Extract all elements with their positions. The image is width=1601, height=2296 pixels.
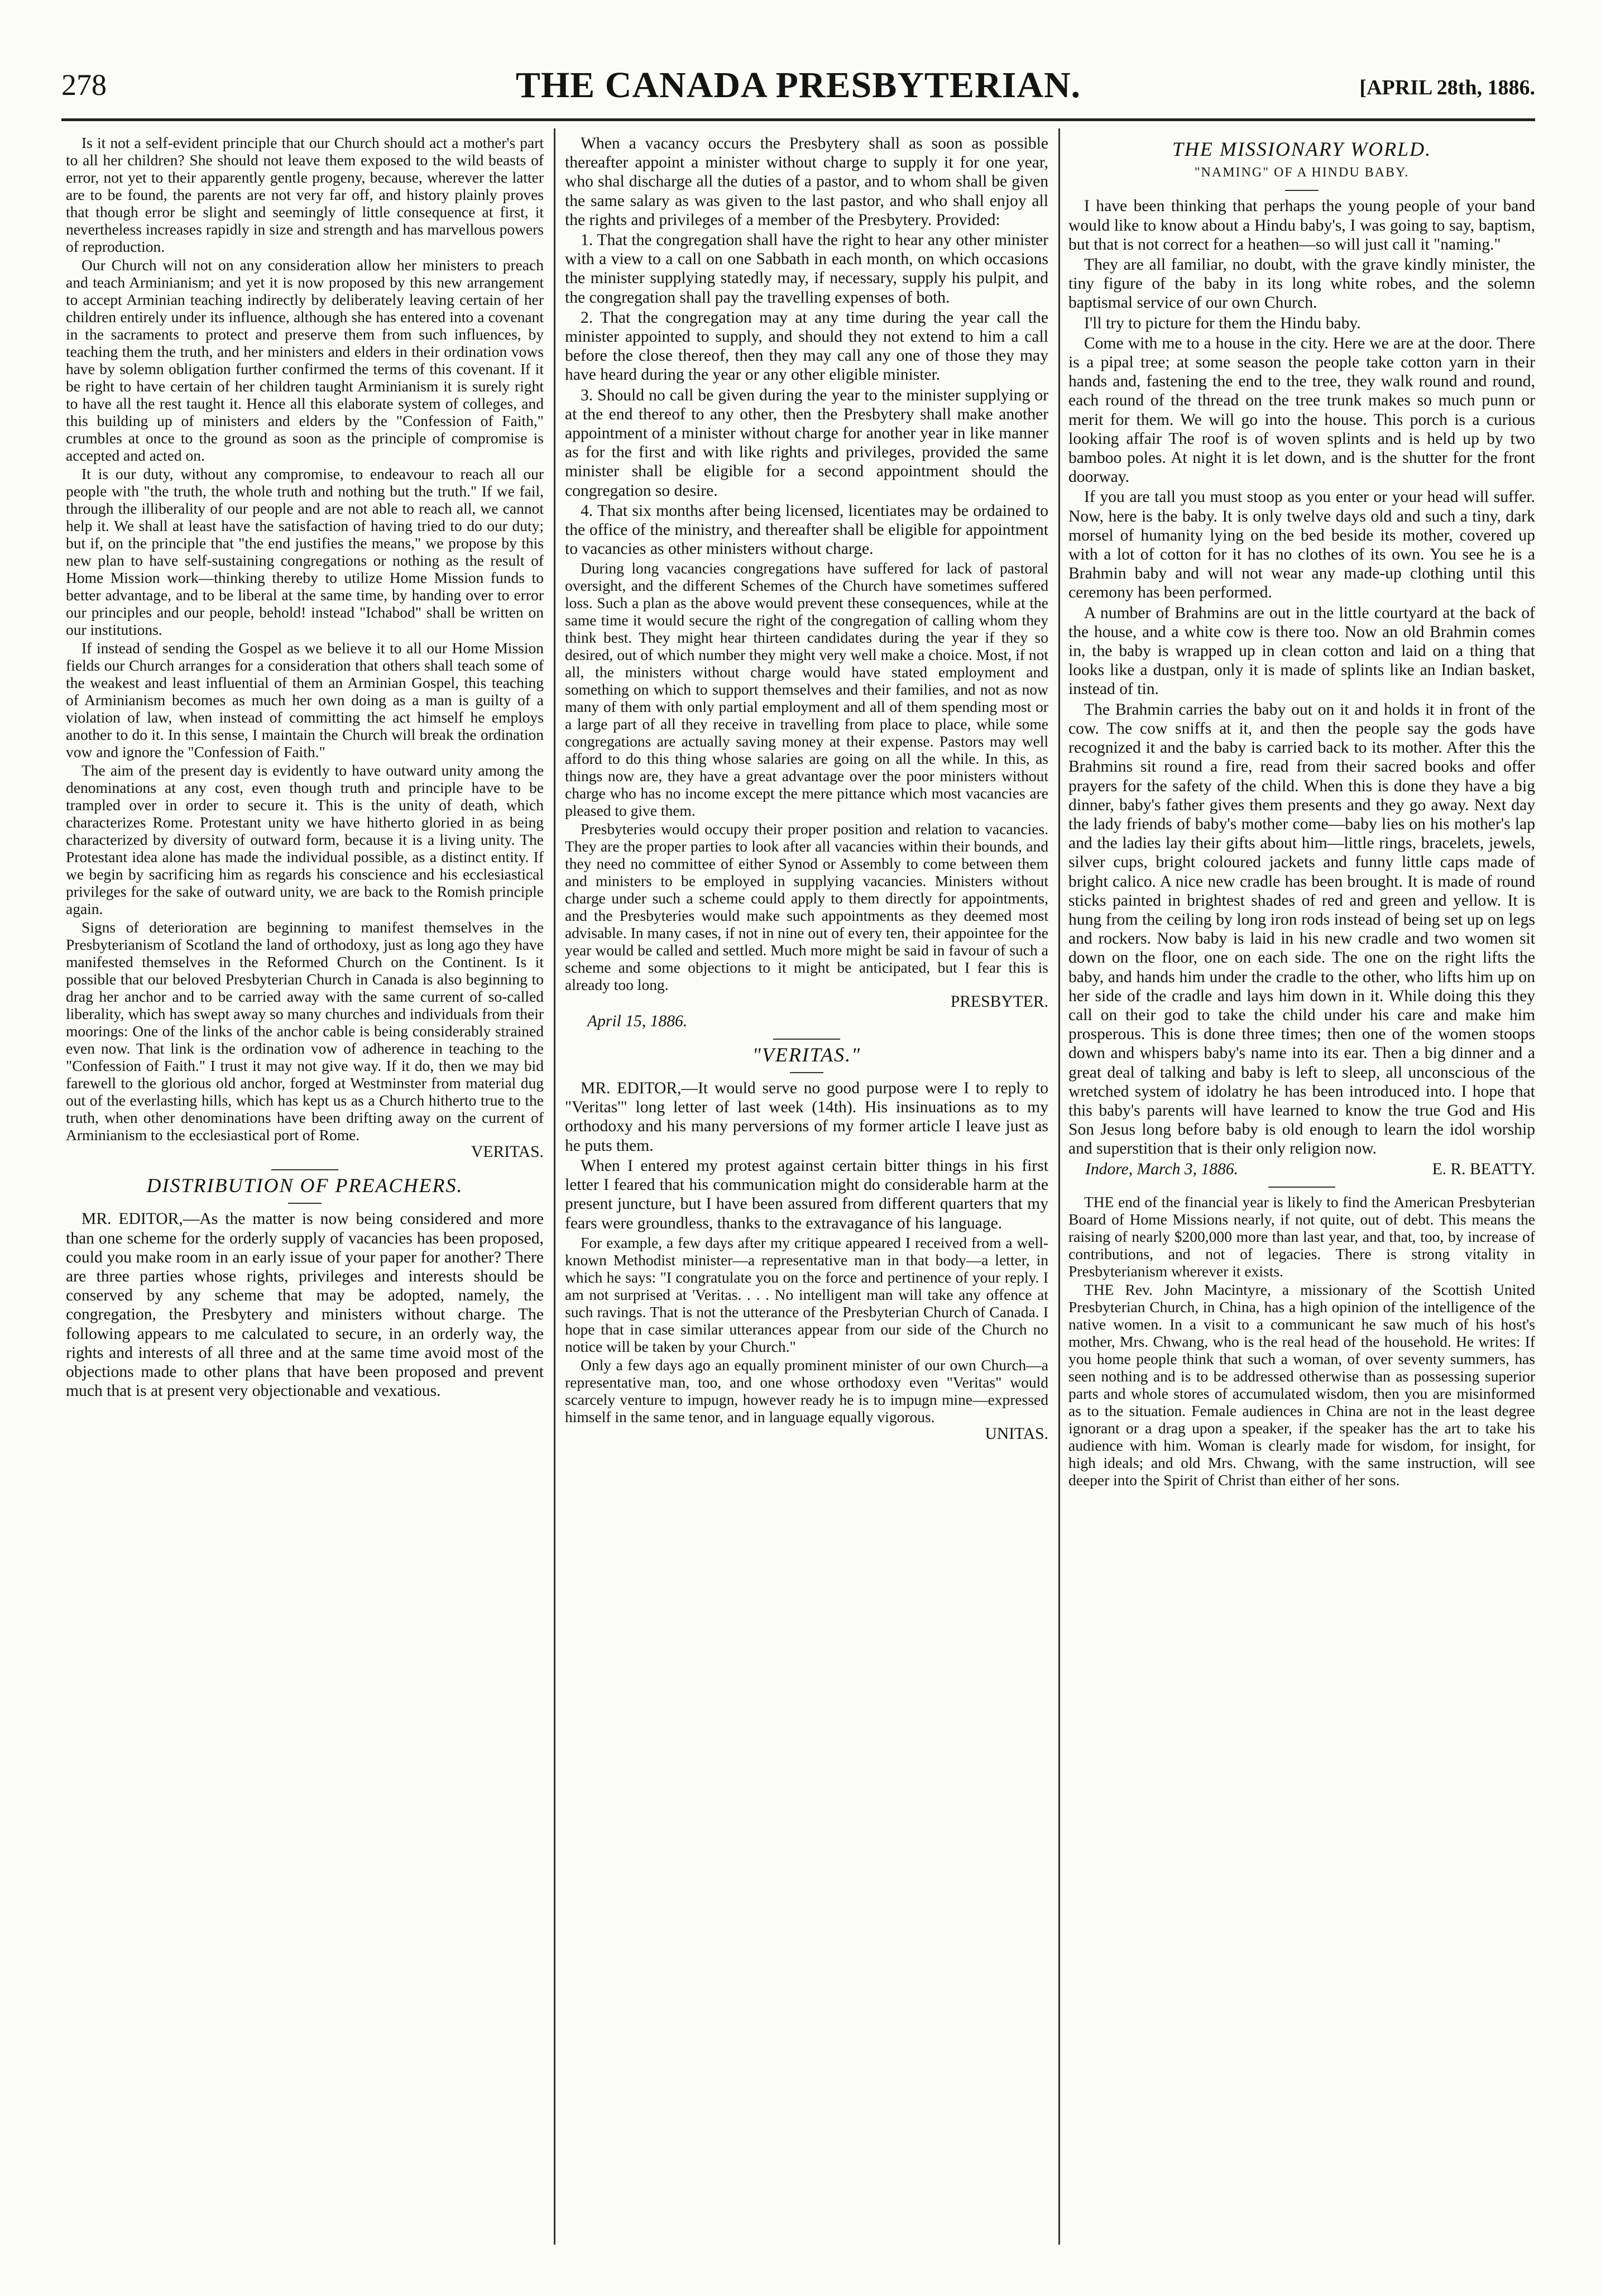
paragraph: If instead of sending the Gospel as we believe it to all our Home Mission fields our Church arranges for a consideration that others shall teach some of the weakest and least influential of them an Arminian Gospel, this teaching of Arminianism becomes as much her own doing as a man is guilty of a violation of law, when instead of committing the act himself he employs another to do it. In this sense, I maintain the Church will break the ordination vow and ignore the "Confession of Faith.": [66, 639, 544, 760]
paragraph: If you are tall you must stoop as you enter or your head will suffer. Now, here is the baby. It is only twelve days old and such a tiny, dark morsel of humanity lying on the bed beside its mother, covered up with a lot of cotton for it has no clothes of its own. You see he is a Brahmin baby and will not wear any made-up clothing until this ceremony has been performed.: [1068, 488, 1535, 602]
header-rule: [61, 118, 1535, 121]
paragraph: I'll try to picture for them the Hindu baby.: [1084, 314, 1361, 332]
signature: PRESBYTER.: [950, 993, 1048, 1011]
column-3: [1068, 134, 1535, 2245]
paragraph: Come with me to a house in the city. Here we are at the door. There is a pipal tree; at some season the people take cotton yarn in their hands and, fastening the end to the tree, they walk round and round, each round of the thread on the tree trunk makes so much punn or merit for them. We will go into the house. This porch is a curious looking affair The roof is of woven splints and is held up by two bamboo poles. At night it is let down, and is the shutter for the front doorway.: [1068, 334, 1535, 486]
paragraph: MR. EDITOR,—As the matter is now being considered and more than one scheme for the orderly supply of vacancies has been proposed, could you make room in an early issue of your paper for another? There are three parties whose rights, privileges and interests should be conserved by any scheme that may be adopted, namely, the congregation, the Presbytery and ministers without charge. The following appears to me calculated to secure, in an orderly way, the rights and interests of all three and at the same time avoid most of the objections made to other plans that have been proposed and prevent much that is at present very objectionable and vexatious.: [66, 1210, 544, 1400]
paragraph: Presbyteries would occupy their proper position and relation to vacancies. They are the proper parties to look after all vacancies within their bounds, and they need no committee of either Synod or Assembly to come between them and ministers to be employed in supplying vacancies. Ministers without charge under such a scheme could apply to them directly for appointments, and the Presbyteries would make such appointments as they deemed most advisable. In many cases, if not in nine out of every ten, their appointee for the year would be called and settled. Much more might be said in favour of such a scheme and some objections to it might be anticipated, but I fear this is already too long.: [565, 820, 1048, 994]
section-rule: [288, 1203, 322, 1204]
paragraph: Only a few days ago an equally prominent minister of our own Church—a representative man, too, and one whose orthodoxy even "Veritas" would scarcely venture to impugn, however ready he is to impugn mine—expressed himself in the same tenor, and in language equally vigorous.: [565, 1356, 1048, 1426]
section-rule: [1268, 1187, 1335, 1188]
paragraph: 1. That the congregation shall have the right to hear any other minister with a view to a call on one Sabbath in each month, on which occasions the minister supplying statedly may, if necessary, supply his pulpit, and the congregation shall pay the travelling expenses of both.: [565, 231, 1048, 307]
signature: E. R. BEATTY.: [1432, 1160, 1535, 1178]
paragraph: 3. Should no call be given during the year to the minister supplying or at the end thereof to any other, then the Presbytery shall make another appointment of a minister without charge for another year in like manner as for the first and with like rights and privileges, provided the same minister shall be eligible for a second appointment should the congregation so desire.: [565, 386, 1048, 500]
article-subheading: "NAMING" OF A HINDU BABY.: [1194, 165, 1410, 180]
section-rule: [773, 1039, 840, 1040]
paragraph: They are all familiar, no doubt, with the grave kindly minister, the tiny figure of the baby in its long white robes, and the solemn baptismal service of our own Church.: [1068, 256, 1535, 312]
section-rule: [271, 1169, 338, 1170]
article-heading: "VERITAS.": [752, 1043, 861, 1066]
article-heading: DISTRIBUTION OF PREACHERS.: [146, 1174, 463, 1197]
paragraph: 2. That the congregation may at any time during the year call the minister appointed to supply, and should they not extend to him a call before the close thereof, then they may call any one of those they may have heard during the year or any other eligible minister.: [565, 308, 1048, 384]
paragraph: 4. That six months after being licensed, licentiates may be ordained to the office of the ministry, and thereafter shall be eligible for appointment to vacancies as other ministers without charge.: [565, 501, 1048, 558]
paragraph: I have been thinking that perhaps the young people of your band would like to know about a Hindu baby's, I was going to say, baptism, but that is not correct for a heathen—so will just call it "naming.": [1068, 197, 1535, 253]
section-heading: THE MISSIONARY WORLD.: [1172, 138, 1432, 160]
paragraph: When a vacancy occurs the Presbytery shall as soon as possible thereafter appoint a minister without charge to supply it for one year, who shal discharge all the duties of a pastor, and to whom shall be given the same salary as was given to the last pastor, and who shall enjoy all the rights and privileges of a member of the Presbytery. Provided:: [565, 135, 1048, 229]
masthead-title: THE CANADA PRESBYTERIAN.: [515, 65, 1081, 106]
paragraph: It is our duty, without any compromise, to endeavour to reach all our people with "the truth, the whole truth and nothing but the truth." If we fail, through the illiberality of our people and are not able to reach all, we cannot help it. We shall at least have the satisfaction of having tried to do our duty; but if, on the principle that "the end justifies the means," we propose by this new plan to have self-sustaining congregations or nothing as the result of Home Mission work—thinking thereby to utilize Home Mission funds to better advantage, and to be liberal at the same time, by handing over to error our principles and our people, behold! instead "Ichabod" shall be written on our institutions.: [66, 465, 544, 638]
column-1: [66, 134, 544, 2245]
page-header: [61, 64, 1535, 114]
paragraph: The aim of the present day is evidently to have outward unity among the denominations at any cost, even though truth and principle have to be trampled over in order to secure it. This is the unity of death, which characterizes Rome. Protestant unity we have hitherto gloried in as being characterized by diversity of outward form, because it is a living unity. The Protestant idea alone has made the individual possible, as a distinct entity. If we begin by sacrificing him as regards his conscience and his ecclesiastical privileges for the sake of outward unity, we are back to the Romish principle again.: [66, 762, 544, 917]
paragraph: THE end of the financial year is likely to find the American Presbyterian Board of Home Missions nearly, if not quite, out of debt. This means the raising of nearly $200,000 more than last year, and that, too, by increase of contributions, and not of legacies. There is strong vitality in Presbyterianism wherever it exists.: [1068, 1193, 1535, 1280]
dateline-place: Indore, March 3, 1886.: [1085, 1160, 1238, 1178]
paragraph: A number of Brahmins are out in the little courtyard at the back of the house, and a white cow is there too. Now an old Brahmin comes in, the baby is wrapped up in clean cotton and laid on a thing that looks like a dustpan, only it is made of splints like an Indian basket, instead of tin.: [1068, 604, 1535, 699]
paragraph: Signs of deterioration are beginning to manifest themselves in the Presbyterianism of Scotland the land of orthodoxy, just as long ago they have manifested themselves in the Reformed Church on the Continent. Is it possible that our beloved Presbyterian Church in Canada is also beginning to drag her anchor and to be carried away with the same current of so-called liberality, which has swept away so many churches and individuals from their moorings: One of the links of the anchor cable is being considerably strained even now. That link is the ordination vow of adherence in teaching to the "Confession of Faith." I trust it may not give way. If it do, then we may bid farewell to the glorious old anchor, forged at Westminster from material dug out of the everlasting hills, which has kept us as a Church hitherto true to the truth, when other denominations have been drifting away on the current of Arminianism to the ecclesiastical port of Rome.: [66, 919, 544, 1144]
paragraph: THE Rev. John Macintyre, a missionary of the Scottish United Presbyterian Church, in China, has a high opinion of the intelligence of the native women. In a visit to a communicant he saw much of his host's mother, Mrs. Chwang, who is the real head of the household. He writes: If you home people think that such a woman, of over seventy summers, has seen nothing and is to be addressed otherwise than as possessing superior parts and whole stores of accumulated wisdom, then you are misinformed as to the situation. Female audiences in China are not in the least degree ignorant or a drag upon a speaker, if the speaker has the art to take his audience with him. Woman is clearly made for wisdom, for insight, for high ideals; and old Mrs. Chwang, with the same instruction, will see deeper into the Spirit of Christ than either of her sons.: [1068, 1280, 1535, 1489]
signature: VERITAS.: [471, 1143, 544, 1161]
section-rule: [1285, 190, 1319, 191]
paragraph: During long vacancies congregations have suffered for lack of pastoral oversight, and the different Schemes of the Church have sometimes suffered loss. Such a plan as the above would prevent these consequences, while at the same time it would secure the right of the congregation of calling whom they think best. They might hear thirteen candidates during the year if they so desired, out of which number they might very well make a choice. Most, if not all, the ministers without charge would have stated employment and something on which to support themselves and their families, and not as now many of them with only partial employment and all of them spending most or a large part of all they receive in travelling from place to place, while some congregations are actually saving money at their expense. Pastors may well afford to do this thing whose salaries are going on all the while. In this, as things now are, they have a great advantage over the poor ministers without charge who has no income except the mere pittance which most vacancies are pleased to give them.: [565, 559, 1048, 820]
issue-date: [APRIL 28th, 1886.: [1359, 76, 1535, 99]
paragraph: When I entered my protest against certain bitter things in his first letter I feared that his communication might do considerable harm at the present juncture, but I have been assured from different quarters that my fears were groundless, thanks to the extravagance of his language.: [565, 1156, 1048, 1232]
column-divider: [1058, 128, 1060, 2245]
article-body: [66, 134, 544, 1161]
column-divider: [554, 128, 555, 2245]
page-number: 278: [61, 68, 107, 102]
signature: UNITAS.: [985, 1424, 1048, 1443]
dateline: [1068, 1160, 1535, 1179]
column-2: [565, 134, 1048, 2245]
paragraph: The Brahmin carries the baby out on it and holds it in front of the cow. The cow sniffs at it, and then the people say the gods have recognized it and the baby is carried back to its mother. After this the Brahmins sit round a fire, read from their sacred books and offer prayers for the safety of the child. When this is done they have a big dinner, baby's father gives them presents and they go away. Next day the lady friends of baby's mother come—baby lies on his mother's lap and the ladies lay their gifts about him—little rings, bracelets, jewels, silver cups, bright coloured jackets and funny little caps made of bright calico. A nice new cradle has been brought. It is made of round sticks painted in brightest shades of red and green and yellow. It is hung from the ceiling by long iron rods instead of being set up on legs and rockers. Now baby is laid in his new cradle and two women sit down on the floor, one on each side. The one on the right lifts the baby, and hands him under the cradle to the other, who lifts him up on her side of the cradle and lays him down in it. While doing this they call on their god to take the child under his care and make him prosperous. This is done three times; then one of the women stoops down and whispers baby's name into its ear. Then a big dinner and a great deal of talking and baby is left to sleep, all unconscious of the wretched system of idolatry he has been introduced into. I hope that this baby's parents will have learned to know the true God and His Son Jesus long before baby is old enough to learn the idol worship and superstition that is their only religion now.: [1068, 700, 1535, 1158]
paragraph: MR. EDITOR,—It would serve no good purpose were I to reply to "Veritas'" long letter of last week (14th). His insinuations as to my orthodoxy and his many perversions of my former article I leave just as he puts them.: [565, 1079, 1048, 1155]
section-rule: [790, 1072, 823, 1073]
paragraph: For example, a few days after my critique appeared I received from a well-known Methodist minister—a representative man in that body—a letter, in which he says: "I congratulate you on the force and pertinence of your reply. I am not surprised at 'Veritas. . . . No intelligent man will take any offence at such ravings. That is not the utterance of the Presbyterian Church of Canada. I hope that in case similar utterances appear from our side of the Church no notice will be taken by your Church.": [565, 1233, 1048, 1355]
paragraph: Is it not a self-evident principle that our Church should act a mother's part to all her children? She should not leave them exposed to the wild beasts of error, not yet to their apparently gentle progeny, because, wherever the latter are to be found, the parents are not very far off, and history plainly proves that though error be slight and seemingly of little consequence at first, it nevertheless increases rapidly in size and strength and has marvellous powers of reproduction.: [66, 134, 544, 255]
paragraph: Our Church will not on any consideration allow her ministers to preach and teach Arminianism; and yet it is now proposed by this new arrangement to accept Arminian teaching indirectly by deliberately leaving certain of her children entirely under its influence, although she has entered into a covenant in the sacraments to protect and preserve them from such influences, by teaching them the truth, and her ministers and elders in their ordination vows have by solemn obligation further confirmed the terms of this covenant. If it be right to have certain of her children taught Arminianism it is surely right to have all the rest taught it. Hence all this elaborate system of colleges, and this building up of ministers and elders by the "Confession of Faith," crumbles at once to the ground as soon as the principle of compromise is accepted and acted on.: [66, 256, 544, 464]
dateline: April 15, 1886.: [587, 1012, 688, 1030]
